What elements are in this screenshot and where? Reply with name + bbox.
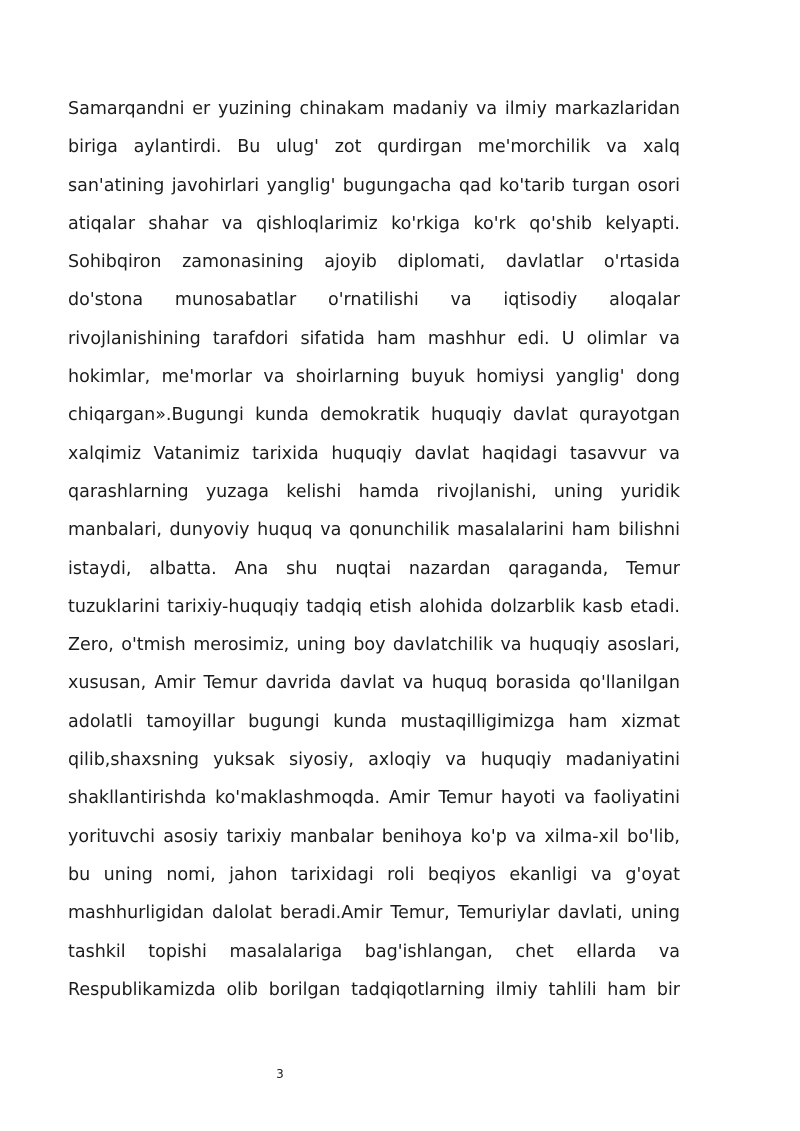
text-line-9: chiqargan».Bugungi kunda demokratik huquqiy davlat qurayotgan xyxy=(68,405,680,426)
text-line-14: tuzuklarini tarixiy-huquqiy tadqiq etish alohida dolzarblik kasb etadi. xyxy=(68,596,680,617)
text-line-11: qarashlarning yuzaga kelishi hamda rivojlanishi, uning yuridik xyxy=(68,481,680,502)
text-line-17: adolatli tamoyillar bugungi kunda mustaqilligimizga ham xizmat xyxy=(68,711,680,732)
text-line-23: tashkil topishi masalalariga bag'ishlangan, chet ellarda va xyxy=(68,941,680,962)
page-number: 3 xyxy=(276,1067,284,1081)
text-line-7: rivojlanishining tarafdori sifatida ham mashhur edi. U olimlar va xyxy=(68,328,680,349)
text-line-6: do'stona munosabatlar o'rnatilishi va iqtisodiy aloqalar xyxy=(68,290,680,311)
text-line-18: qilib,shaxsning yuksak siyosiy, axloqiy va huquqiy madaniyatini xyxy=(68,750,680,771)
text-line-4: atiqalar shahar va qishloqlarimiz ko'rkiga ko'rk qo'shib kelyapti. xyxy=(68,213,680,234)
text-line-12: manbalari, dunyoviy huquq va qonunchilik masalalarini ham bilishni xyxy=(68,520,680,541)
text-line-21: bu uning nomi, jahon tarixidagi roli beqiyos ekanligi va g'oyat xyxy=(68,864,680,885)
body-paragraph xyxy=(68,90,680,1009)
text-line-15: Zero, o'tmish merosimiz, uning boy davlatchilik va huquqiy asoslari, xyxy=(68,635,680,656)
text-line-2: biriga aylantirdi. Bu ulug' zot qurdirgan me'morchilik va xalq xyxy=(68,137,680,158)
text-line-8: hokimlar, me'morlar va shoirlarning buyuk homiysi yanglig' dong xyxy=(68,367,680,388)
text-line-24: Respublikamizda olib borilgan tadqiqotlarning ilmiy tahlili ham bir xyxy=(68,979,680,1000)
text-line-16: xususan, Amir Temur davrida davlat va huquq borasida qo'llanilgan xyxy=(68,673,680,694)
text-line-10: xalqimiz Vatanimiz tarixida huquqiy davlat haqidagi tasavvur va xyxy=(68,443,680,464)
text-line-13: istaydi, albatta. Ana shu nuqtai nazardan qaraganda, Temur xyxy=(68,558,680,579)
text-line-3: san'atining javohirlari yanglig' bugungacha qad ko'tarib turgan osori xyxy=(68,175,680,196)
text-line-1: Samarqandni er yuzining chinakam madaniy va ilmiy markazlaridan xyxy=(68,99,680,119)
text-line-19: shakllantirishda ko'maklashmoqda. Amir Temur hayoti va faoliyatini xyxy=(68,788,680,809)
text-line-22: mashhurligidan dalolat beradi.Amir Temur, Temuriylar davlati, uning xyxy=(68,903,680,924)
text-line-5: Sohibqiron zamonasining ajoyib diplomati, davlatlar o'rtasida xyxy=(68,252,680,273)
text-line-20: yorituvchi asosiy tarixiy manbalar benihoya ko'p va xilma-xil bo'lib, xyxy=(68,826,680,847)
